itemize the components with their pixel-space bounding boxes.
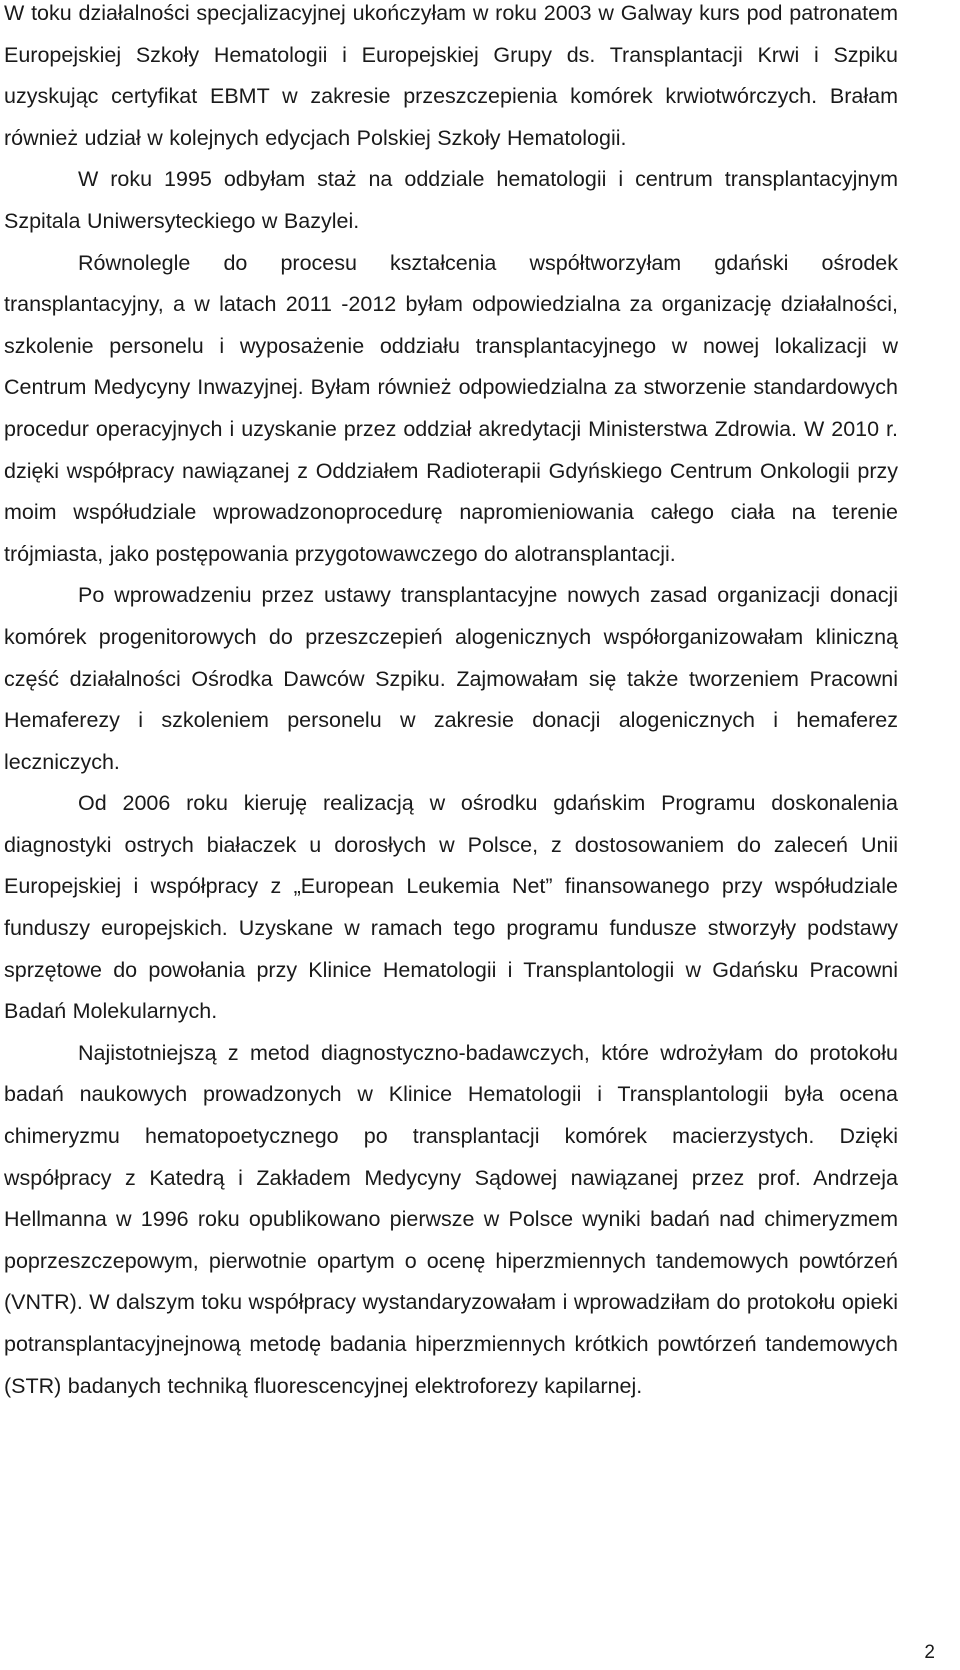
paragraph-6: Najistotniejszą z metod diagnostyczno-badawczych, które wdrożyłam do protokołu badań naukowych prowadzonych w Klinice Hematologii i Transplantologii była ocena chimeryzmu hematopoetycznego po transplantacji komórek macierzystych. Dzięki współpracy z Katedrą i Zakładem Medycyny Sądowej nawiązanej przez prof. Andrzeja Hellmanna w 1996 roku opublikowano pierwsze w Polsce wyniki badań nad chimeryzmem poprzeszczepowym, pierwotnie opartym o ocenę hiperzmiennych tandemowych powtórzeń (VNTR). W dalszym toku współpracy wystandaryzowałam i wprowadziłam do protokołu opieki potransplantacyjnejnową metodę badania hiperzmiennych krótkich powtórzeń tandemowych (STR) badanych techniką fluorescencyjnej elektroforezy kapilarnej. — [4, 1040, 898, 1398]
paragraph-3: Równolegle do procesu kształcenia współtworzyłam gdański ośrodek transplantacyjny, a w latach 2011 -2012 byłam odpowiedzialna za organizację działalności, szkolenie personelu i wyposażenie oddziału transplantacyjnego w nowej lokalizacji w Centrum Medycyny Inwazyjnej. Byłam również odpowiedzialna za stworzenie standardowych procedur operacyjnych i uzyskanie przez oddział akredytacji Ministerstwa Zdrowia. W 2010 r. dzięki współpracy nawiązanej z Oddziałem Radioterapii Gdyńskiego Centrum Onkologii przy moim współudziale wprowadzonoprocedurę napromieniowania całego ciała na terenie trójmiasta, jako postępowania przygotowawczego do alotransplantacji. — [4, 250, 898, 566]
paragraph-4: Po wprowadzeniu przez ustawy transplantacyjne nowych zasad organizacji donacji komórek progenitorowych do przeszczepień alogenicznych współorganizowałam kliniczną część działalności Ośrodka Dawców Szpiku. Zajmowałam się także tworzeniem Pracowni Hemaferezy i szkoleniem personelu w zakresie donacji alogenicznych i hemaferez leczniczych. — [4, 583, 898, 774]
body-text — [4, 0, 898, 1407]
paragraph-1: W toku działalności specjalizacyjnej ukończyłam w roku 2003 w Galway kurs pod patronatem Europejskiej Szkoły Hematologii i Europejskiej Grupy ds. Transplantacji Krwi i Szpiku uzyskując certyfikat EBMT w zakresie przeszczepienia komórek krwiotwórczych. Brałam również udział w kolejnych edycjach Polskiej Szkoły Hematologii. — [4, 1, 898, 150]
paragraph-2: W roku 1995 odbyłam staż na oddziale hematologii i centrum transplantacyjnym Szpitala Uniwersyteckiego w Bazylei. — [4, 167, 898, 233]
page-number: 2 — [924, 1642, 935, 1663]
paragraph-5: Od 2006 roku kieruję realizacją w ośrodku gdańskim Programu doskonalenia diagnostyki ostrych białaczek u dorosłych w Polsce, z dostosowaniem do zaleceń Unii Europejskiej i współpracy z „European Leukemia Net” finansowanego przy współudziale funduszy europejskich. Uzyskane w ramach tego programu fundusze stworzyły podstawy sprzętowe do powołania przy Klinice Hematologii i Transplantologii w Gdańsku Pracowni Badań Molekularnych. — [4, 791, 898, 1024]
